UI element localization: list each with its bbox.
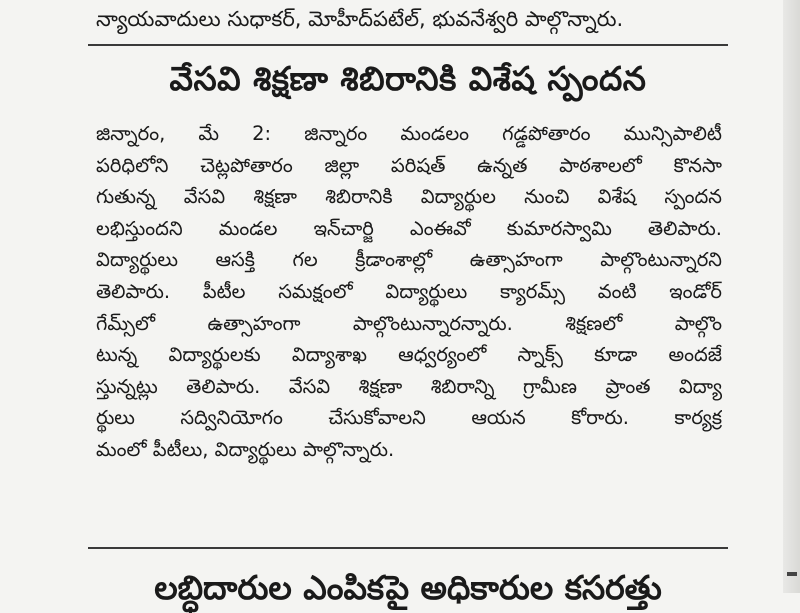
article-body-line: గేమ్స్‌లో ఉత్సాహంగా పాల్గొంటున్నారన్నారు. శిక్షణలో పాల్గొం (96, 311, 722, 335)
article-body-line: ర్థులు సద్వినియోగం చేసుకోవాలని ఆయన కోరారు. కార్యక్ర (96, 406, 722, 430)
article-headline: వేసవి శిక్షణా శిబిరానికి విశేష స్పందన (169, 59, 647, 98)
article-body-line: పరిధిలోని చెట్లపోతారం జిల్లా పరిషత్‌ ఉన్నత పాఠశాలలో కొనసా (96, 153, 722, 177)
article-body-line: మంలో పీటీలు, విద్యార్థులు పాల్గొన్నారు. (96, 437, 395, 461)
adjacent-column-edge (783, 0, 800, 593)
article-body-line: టున్న విద్యార్థులకు విద్యాశాఖ ఆధ్వర్యంలో స్నాక్స్‌ కూడా అందజే (96, 343, 722, 367)
article-body (96, 118, 722, 466)
previous-article-last-line: న్యాయవాదులు సుధాకర్‌, మోహీద్‌పటేల్‌, భువనేశ్వరి పాల్గొన్నారు. (96, 7, 624, 31)
article-body-line: స్తున్నట్లు తెలిపారు. వేసవి శిక్షణా శిబిరాన్ని గ్రామీణ ప్రాంత విద్యా (96, 374, 722, 398)
article-body-line: తెలిపారు. పీటీల సమక్షంలో విద్యార్థులు క్యారమ్స్‌ వంటి ఇండోర్‌ (96, 279, 722, 303)
article-divider-bottom (88, 547, 728, 549)
article-body-line: విద్యార్థులు ఆసక్తి గల క్రీడాంశాల్లో ఉత్సాహంగా పాల్గొంటున్నారని (96, 248, 722, 272)
article-body-line: లభిస్తుందని మండల ఇన్‌చార్జి ఎంఈవో కుమారస్వామి తెలిపారు. (96, 216, 722, 240)
newspaper-column (88, 0, 728, 607)
article-divider-top (88, 44, 728, 46)
article-body-line: జిన్నారం, మే 2: జిన్నారం మండలం గడ్డపోతారం మున్సిపాలిటీ (96, 122, 722, 145)
article-body-line: గుతున్న వేసవి శిక్షణా శిబిరానికి విద్యార్థుల నుంచి విశేష స్పందన (96, 185, 722, 209)
next-article-headline: లబ్ధిదారుల ఎంపికపై అధికారుల కసరత్తు (154, 568, 662, 607)
adjacent-column-mark (787, 572, 797, 576)
